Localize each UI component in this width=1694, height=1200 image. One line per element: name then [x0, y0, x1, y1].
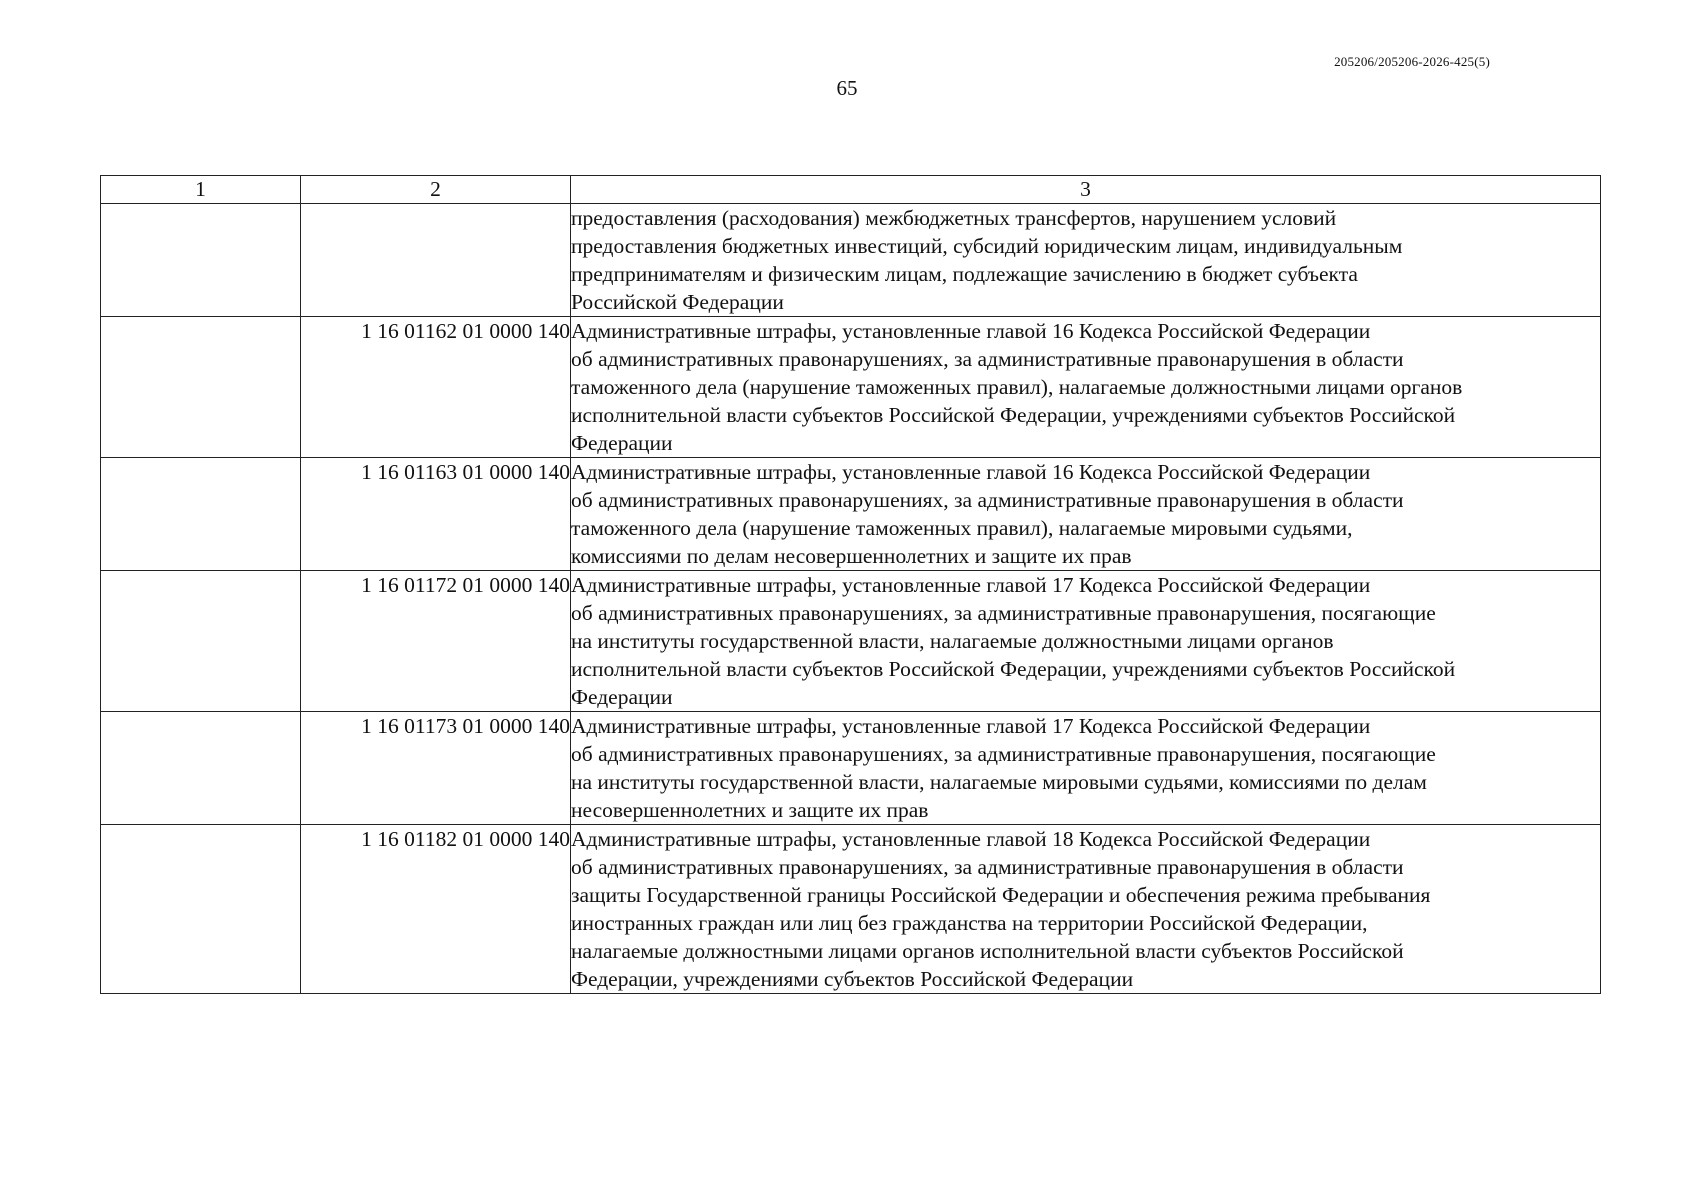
description-line: иностранных граждан или лиц без гражданства на территории Российской Федерации,: [571, 911, 1368, 935]
page-number: 65: [836, 76, 858, 100]
table-row: [101, 825, 1601, 994]
column-header-2: 2: [301, 176, 571, 204]
row-number-cell: [101, 712, 301, 825]
table-header-row: [101, 176, 1601, 204]
description-cell: [571, 571, 1601, 712]
description-line: об административных правонарушениях, за административные правонарушения, посягающие: [571, 601, 1436, 625]
table-row: [101, 712, 1601, 825]
description-line: таможенного дела (нарушение таможенных правил), налагаемые должностными лицами органов: [571, 375, 1463, 399]
budget-code-cell: 1 16 01162 01 0000 140: [301, 317, 571, 458]
budget-codes-table: [100, 175, 1601, 994]
description-line: Административные штрафы, установленные главой 16 Кодекса Российской Федерации: [571, 319, 1371, 343]
table-row: [101, 458, 1601, 571]
column-header-1: 1: [101, 176, 301, 204]
description-line: на институты государственной власти, налагаемые должностными лицами органов: [571, 629, 1334, 653]
budget-code-cell: 1 16 01163 01 0000 140: [301, 458, 571, 571]
table-row: [101, 571, 1601, 712]
description-cell: [571, 204, 1601, 317]
description-line: предоставления (расходования) межбюджетных трансфертов, нарушением условий: [571, 206, 1337, 230]
description-line: Административные штрафы, установленные главой 17 Кодекса Российской Федерации: [571, 573, 1371, 597]
description-line: комиссиями по делам несовершеннолетних и защите их прав: [571, 544, 1132, 568]
description-line: об административных правонарушениях, за административные правонарушения в области: [571, 347, 1404, 371]
description-line: об административных правонарушениях, за административные правонарушения в области: [571, 855, 1404, 879]
description-line: исполнительной власти субъектов Российской Федерации, учреждениями субъектов Российской: [571, 403, 1456, 427]
row-number-cell: [101, 571, 301, 712]
description-cell: [571, 458, 1601, 571]
description-line: об административных правонарушениях, за административные правонарушения в области: [571, 488, 1404, 512]
description-line: Административные штрафы, установленные главой 18 Кодекса Российской Федерации: [571, 827, 1371, 851]
description-line: Федерации: [571, 431, 673, 455]
description-line: Российской Федерации: [571, 290, 784, 314]
description-line: на институты государственной власти, налагаемые мировыми судьями, комиссиями по делам: [571, 770, 1427, 794]
row-number-cell: [101, 204, 301, 317]
row-number-cell: [101, 458, 301, 571]
description-line: несовершеннолетних и защите их прав: [571, 798, 929, 822]
row-number-cell: [101, 825, 301, 994]
description-line: таможенного дела (нарушение таможенных правил), налагаемые мировыми судьями,: [571, 516, 1353, 540]
description-line: Федерации: [571, 685, 673, 709]
description-line: налагаемые должностными лицами органов исполнительной власти субъектов Российской: [571, 939, 1404, 963]
table-row: [101, 204, 1601, 317]
table-row: [101, 317, 1601, 458]
description-cell: [571, 317, 1601, 458]
budget-code-cell: 1 16 01172 01 0000 140: [301, 571, 571, 712]
description-line: Административные штрафы, установленные главой 16 Кодекса Российской Федерации: [571, 460, 1371, 484]
table-body: [101, 204, 1601, 994]
budget-code-cell: 1 16 01173 01 0000 140: [301, 712, 571, 825]
budget-code-cell: [301, 204, 571, 317]
description-line: Административные штрафы, установленные главой 17 Кодекса Российской Федерации: [571, 714, 1371, 738]
description-line: предпринимателям и физическим лицам, подлежащие зачислению в бюджет субъекта: [571, 262, 1358, 286]
description-cell: [571, 712, 1601, 825]
column-header-3: 3: [571, 176, 1601, 204]
description-line: об административных правонарушениях, за административные правонарушения, посягающие: [571, 742, 1436, 766]
description-line: защиты Государственной границы Российской Федерации и обеспечения режима пребывания: [571, 883, 1431, 907]
description-line: Федерации, учреждениями субъектов Российской Федерации: [571, 967, 1134, 991]
description-cell: [571, 825, 1601, 994]
budget-code-cell: 1 16 01182 01 0000 140: [301, 825, 571, 994]
row-number-cell: [101, 317, 301, 458]
description-line: предоставления бюджетных инвестиций, субсидий юридическим лицам, индивидуальным: [571, 234, 1403, 258]
document-code: 205206/205206-2026-425(5): [1334, 54, 1490, 69]
description-line: исполнительной власти субъектов Российской Федерации, учреждениями субъектов Российской: [571, 657, 1456, 681]
